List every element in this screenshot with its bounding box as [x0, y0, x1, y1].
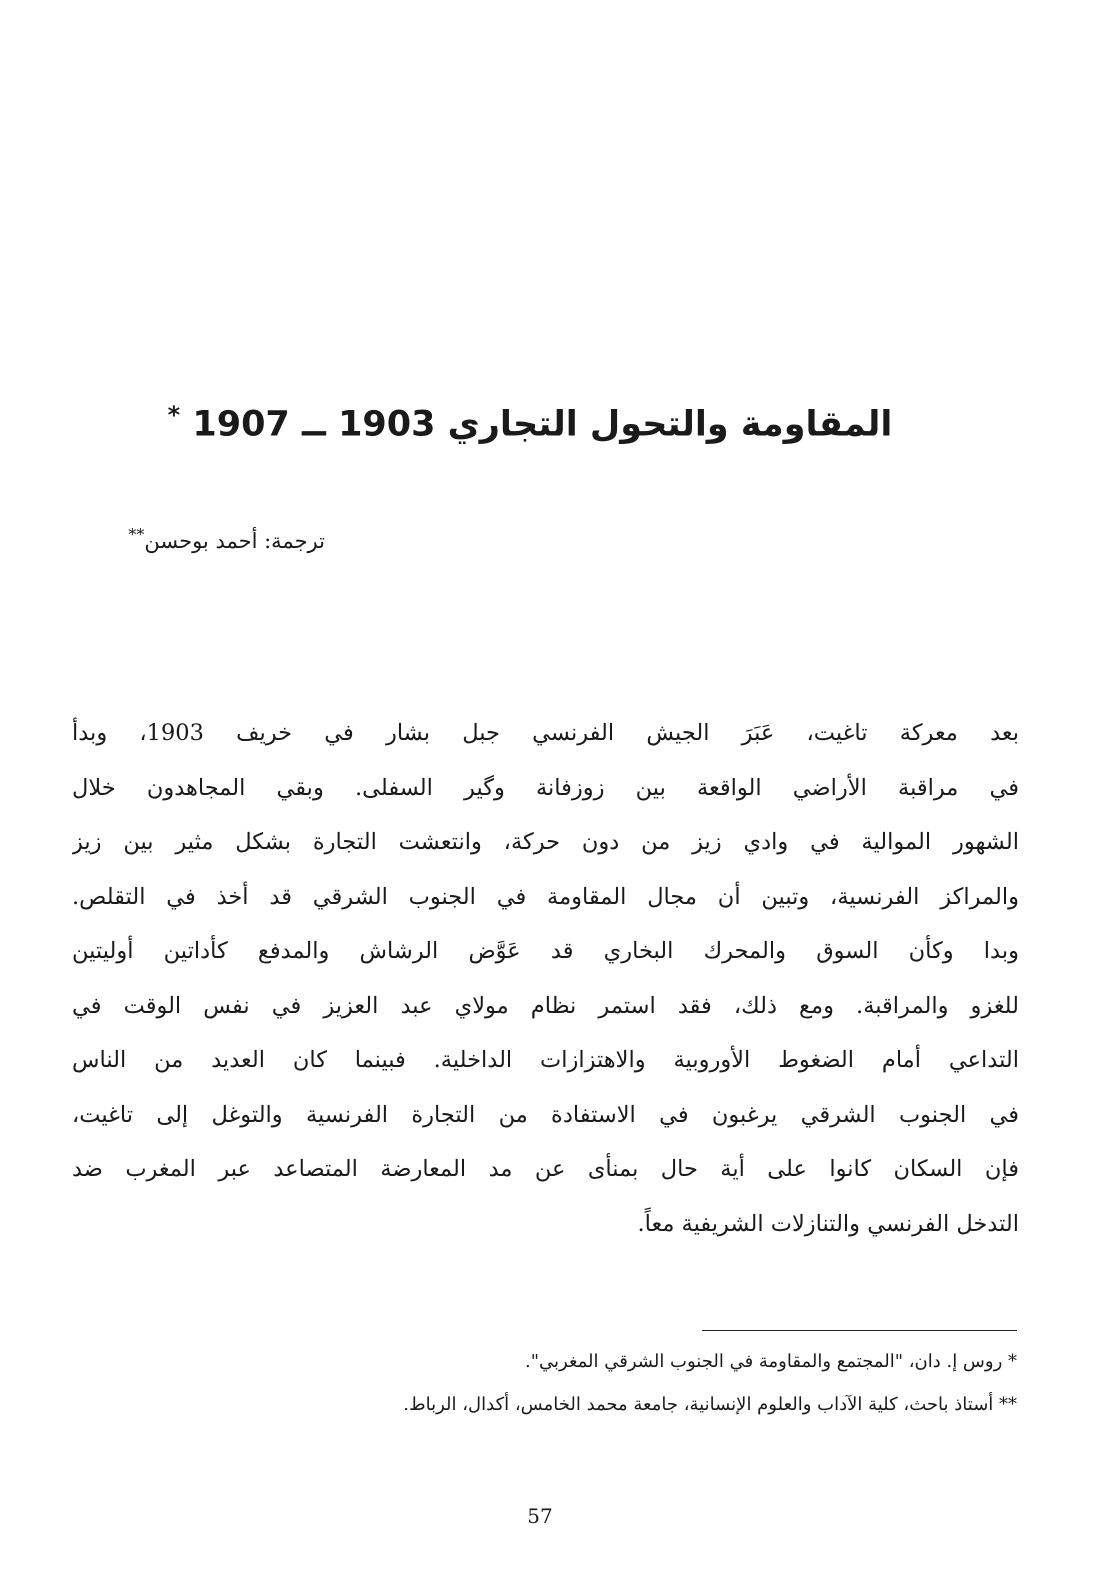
title-footnote-mark: *: [167, 401, 181, 430]
body-line: التداعي أمام الضغوط الأوروبية والاهتزازات الداخلية. فبينما كان العديد من الناس: [72, 1047, 1019, 1073]
translator-footnote-mark: **: [128, 525, 145, 544]
body-line: للغزو والمراقبة. ومع ذلك، فقد استمر نظام مولاي عبد العزيز في نفس الوقت في: [72, 992, 1019, 1019]
body-line: في الجنوب الشرقي يرغبون في الاستفادة من التجارة الفرنسية والتوغل إلى تاغيت،: [72, 1101, 1019, 1128]
body-line: في مراقبة الأراضي الواقعة بين زوزفانة وگير السفلى. وبقي المجاهدون خلال: [72, 774, 1019, 801]
body-line: وبدا وكأن السوق والمحرك البخاري قد عَوَّض الرشاش والمدفع كأداتين أوليتين: [72, 938, 1019, 964]
page-number: 57: [527, 1504, 553, 1528]
body-line: التدخل الفرنسي والتنازلات الشريفية معاً.: [637, 1210, 1019, 1237]
translator-credit: [60, 515, 325, 561]
article-body: [72, 706, 1019, 1251]
article-title: [150, 385, 910, 455]
footnote-divider: [702, 1330, 1017, 1331]
translator-credit-text: ترجمة: أحمد بوحسن: [144, 529, 325, 553]
body-line: والمراكز الفرنسية، وتبين أن مجال المقاومة في الجنوب الشرقي قد أخذ في التقلص.: [72, 883, 1019, 910]
body-line: فإن السكان كانوا على أية حال بمنأى عن مد المعارضة المتصاعد عبر المغرب ضد: [72, 1156, 1019, 1182]
body-line: الشهور الموالية في وادي زيز من دون حركة، وانتعشت التجارة بشكل مثير بين زيز: [72, 829, 1019, 855]
footnotes: [100, 1340, 1017, 1426]
body-line: بعد معركة تاغيت، عَبَرَ الجيش الفرنسي جبل بشار في خريف 1903، وبدأ: [72, 720, 1019, 746]
footnote-source: * روس إ. دان، "المجتمع والمقاومة في الجنوب الشرقي المغربي".: [525, 1351, 1017, 1372]
article-title-text: المقاومة والتحول التجاري 1903 ــ 1907: [192, 405, 893, 446]
footnote-translator: ** أستاذ باحث، كلية الآداب والعلوم الإنسانية، جامعة محمد الخامس، أكدال، الرباط.: [403, 1394, 1017, 1415]
